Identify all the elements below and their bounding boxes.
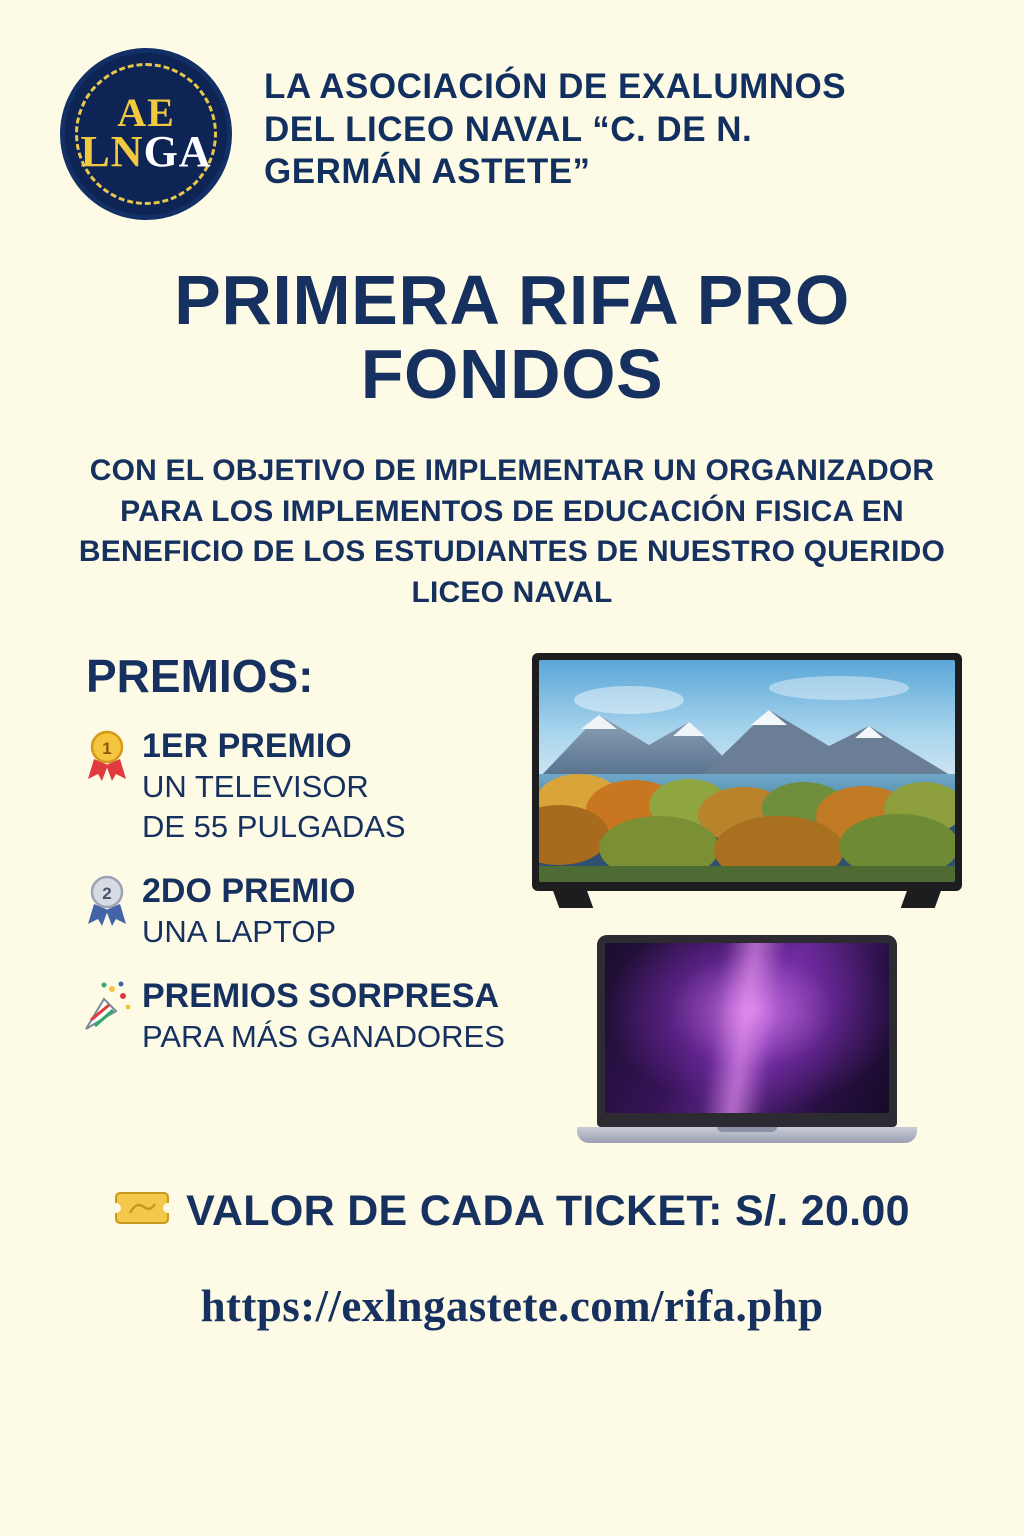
page-title: PRIMERA RIFA PRO FONDOS: [174, 261, 850, 413]
tv-screen-content: [539, 660, 955, 882]
logo-line-2-part-1: LN: [80, 127, 144, 177]
logo-line-2-part-2: GA: [143, 127, 212, 177]
association-name: LA ASOCIACIÓN DE EXALUMNOS DEL LICEO NAVAL “C. DE N. GERMÁN ASTETE”: [264, 67, 847, 192]
television-55-inch-image: [532, 653, 962, 891]
prize-text: [142, 977, 505, 1056]
prize-detail-line-1: PARA MÁS GANADORES: [142, 1018, 505, 1054]
ticket-price-row: [0, 1187, 1024, 1236]
logo-line-1: AE: [117, 90, 175, 136]
svg-text:1: 1: [102, 739, 112, 758]
list-item: [80, 977, 510, 1056]
prize-text: [142, 872, 355, 951]
ticket-price-text: VALOR DE CADA TICKET: S/. 20.00: [186, 1187, 910, 1235]
poster-main: [0, 649, 1024, 1143]
prize-title: PREMIOS SORPRESA: [142, 976, 500, 1015]
silver-medal-icon: [80, 872, 134, 928]
prize-text: [142, 727, 406, 846]
laptop-base: [577, 1127, 917, 1143]
party-popper-icon: [80, 977, 134, 1033]
logo-line-2: [80, 127, 212, 177]
prize-detail-line-2: DE 55 PULGADAS: [142, 808, 406, 844]
svg-text:2: 2: [102, 883, 112, 903]
poster-subtitle: CON EL OBJETIVO DE IMPLEMENTAR UN ORGANIZADOR PARA LOS IMPLEMENTOS DE EDUCACIÓN FISICA EN BENEFICIO DE LOS ESTUDIANTES DE NUESTRO QUERIDO LICEO NAVAL: [78, 454, 946, 609]
poster-header: [0, 0, 1024, 220]
list-item: [80, 727, 510, 846]
ticket-icon: [114, 1188, 170, 1236]
laptop-lid: [597, 935, 897, 1127]
prizes-section: [80, 649, 510, 1082]
gold-medal-icon: [80, 727, 134, 783]
raffle-url[interactable]: https://exlngastete.com/rifa.php: [200, 1281, 824, 1331]
prize-detail-line-1: UN TELEVISOR: [142, 769, 369, 805]
aelnga-logo: [60, 48, 232, 220]
tv-stand-right: [901, 890, 942, 908]
laptop-screen-content: [605, 943, 889, 1113]
list-item: [80, 872, 510, 951]
prize-images: [510, 653, 984, 1143]
prize-title: 1ER PREMIO: [142, 727, 352, 765]
tv-stand-left: [553, 890, 594, 908]
prize-title: 2DO PREMIO: [142, 871, 356, 910]
prize-detail-line-1: UNA LAPTOP: [142, 913, 337, 949]
laptop-image: [597, 935, 897, 1143]
prizes-heading: PREMIOS:: [86, 650, 314, 702]
logo-text: [80, 90, 212, 177]
